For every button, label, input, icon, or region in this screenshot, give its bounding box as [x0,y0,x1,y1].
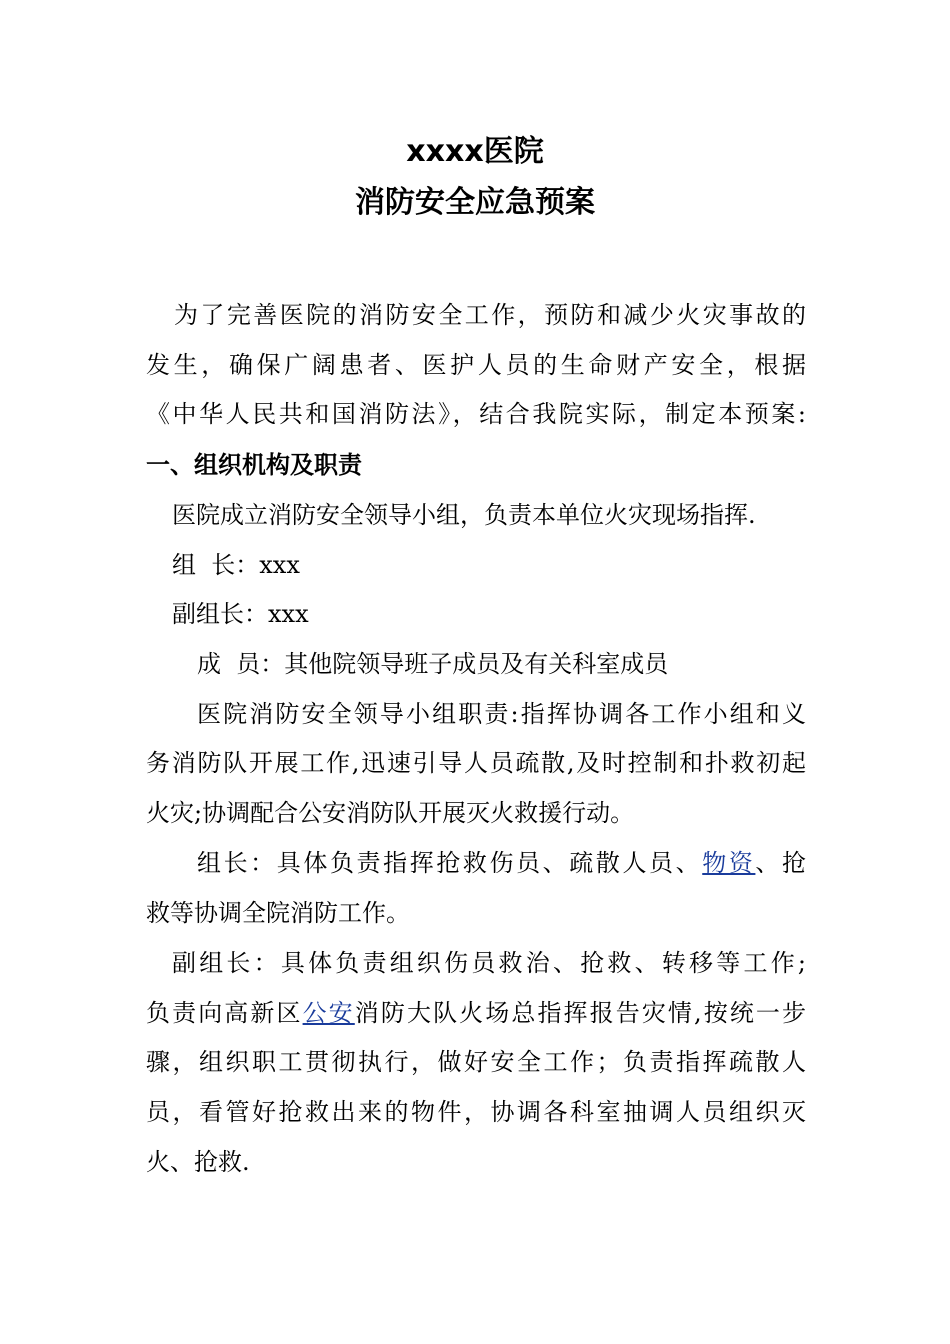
duty-line-3: 火灾;协调配合公安消防队开展灭火救援行动。 [146,799,635,827]
materials-link[interactable]: 物资 [702,849,756,877]
deputy-duty-line-4: 员，看管好抢救出来的物件，协调各科室抽调人员组织灭 [146,1098,806,1126]
deputy-duty-line-3: 骤，组织职工贯彻执行，做好安全工作；负责指挥疏散人 [146,1048,806,1076]
group-establish-text: 医院成立消防安全领导小组，负责本单位火灾现场指挥. [172,501,756,529]
document-title-plan: 消防安全应急预案 [355,185,595,220]
document-title-hospital: xxxx医院 [406,134,544,169]
section-heading-organization: 一、组织机构及职责 [146,451,362,479]
group-leader-text: 组 长：xxx [172,551,300,579]
deputy-duty-line-5: 火、抢救. [146,1148,250,1176]
intro-line-1: 为了完善医院的消防安全工作，预防和减少火灾事故的 [174,301,806,329]
leader-duty-text-b: 、抢 [755,849,807,877]
leader-duty-line-1 [197,846,806,880]
group-members-text: 成 员：其他院领导班子成员及有关科室成员 [197,650,669,678]
deputy-duty-line-1: 副组长：具体负责组织伤员救治、抢救、转移等工作; [172,949,806,977]
leader-duty-line-2: 救等协调全院消防工作。 [146,899,410,927]
intro-line-3: 《中华人民共和国消防法》，结合我院实际，制定本预案: [146,400,806,428]
duty-line-2: 务消防队开展工作,迅速引导人员疏散,及时控制和扑救初起 [146,749,806,777]
deputy-duty-line-2 [146,996,806,1030]
leader-duty-text-a: 组长：具体负责指挥抢救伤员、疏散人员、 [197,849,703,877]
intro-line-2: 发生，确保广阔患者、医护人员的生命财产安全，根据 [146,351,806,379]
duty-line-1: 医院消防安全领导小组职责:指挥协调各工作小组和义 [197,700,806,728]
group-deputy-text: 副组长：xxx [172,600,309,628]
deputy-duty-text-b: 消防大队火场总指挥报告灾情,按统一步 [354,999,807,1027]
deputy-duty-text-a: 负责向高新区 [146,999,303,1027]
public-security-link[interactable]: 公安 [302,999,355,1027]
